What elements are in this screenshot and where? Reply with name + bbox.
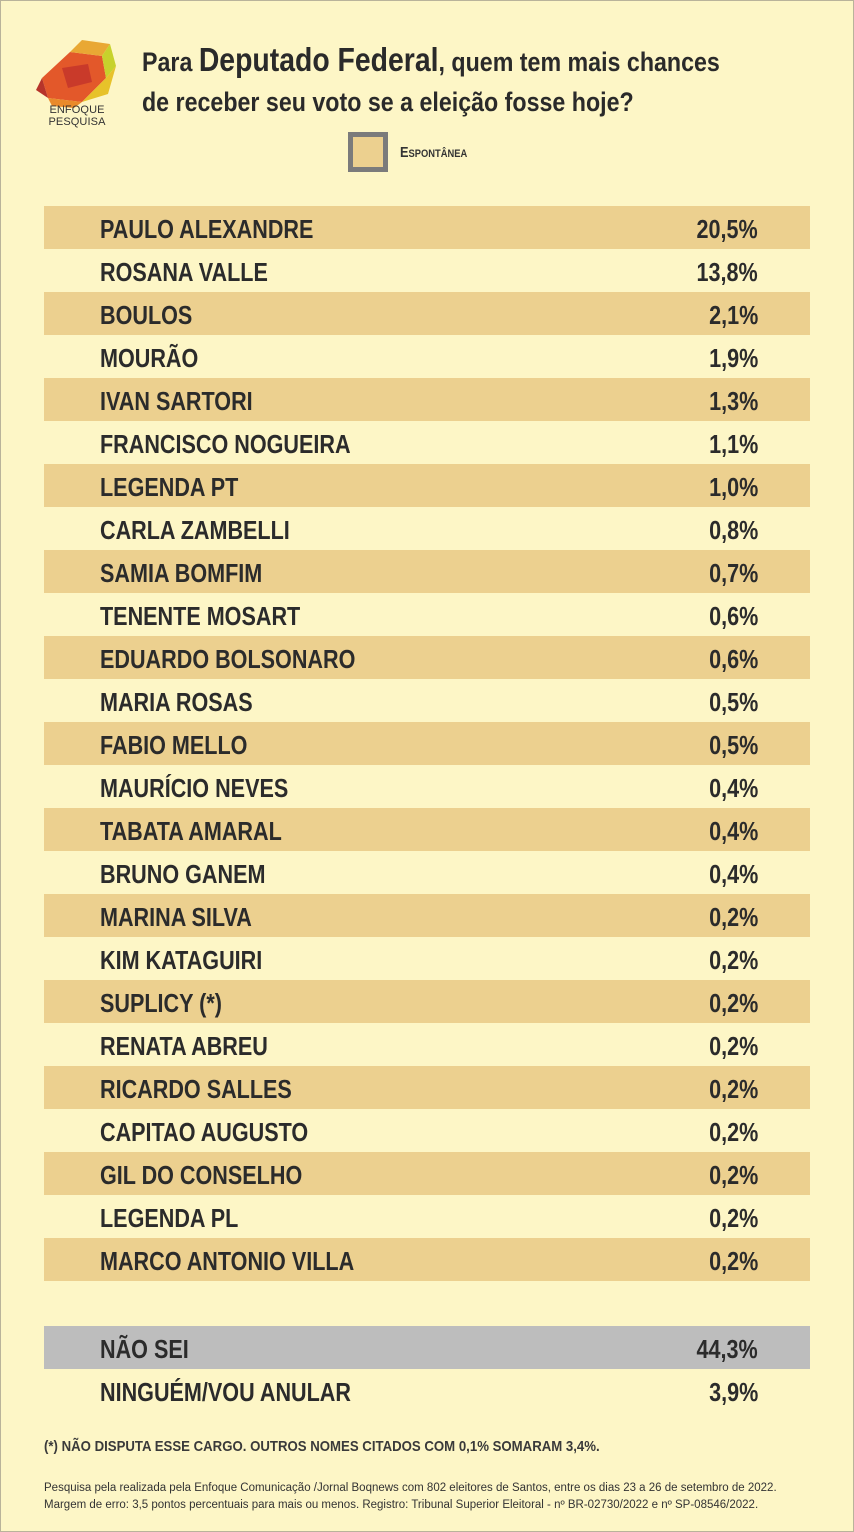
candidate-name: RICARDO SALLES xyxy=(100,1074,292,1104)
candidate-percentage: 0,2% xyxy=(708,1160,758,1190)
candidate-percentage: 1,3% xyxy=(708,386,758,416)
table-row xyxy=(44,808,810,851)
title-line2: de receber seu voto se a eleição fosse hoje? xyxy=(142,87,634,117)
table-row xyxy=(44,593,810,636)
candidate-name: BRUNO GANEM xyxy=(100,859,266,889)
candidate-name: SAMIA BOMFIM xyxy=(100,558,263,588)
candidate-percentage: 0,2% xyxy=(708,945,758,975)
candidate-percentage: 0,2% xyxy=(708,1203,758,1233)
candidate-percentage: 0,6% xyxy=(708,644,758,674)
candidate-name: MARINA SILVA xyxy=(100,902,252,932)
table-row xyxy=(44,679,810,722)
table-row xyxy=(44,1238,810,1281)
candidate-name: FABIO MELLO xyxy=(100,730,248,760)
title-part1: Para xyxy=(142,47,199,77)
candidate-percentage: 0,2% xyxy=(708,902,758,932)
candidate-percentage: 20,5% xyxy=(696,214,758,244)
table-row xyxy=(44,1023,810,1066)
table-row xyxy=(44,292,810,335)
candidate-percentage: 3,9% xyxy=(708,1377,758,1407)
chart-title xyxy=(142,40,744,122)
candidate-percentage: 0,2% xyxy=(708,1246,758,1276)
table-row xyxy=(44,1195,810,1238)
candidate-name: PAULO ALEXANDRE xyxy=(100,214,314,244)
candidate-percentage: 0,8% xyxy=(708,515,758,545)
candidate-name: TENENTE MOSART xyxy=(100,601,301,631)
candidate-percentage: 0,2% xyxy=(708,1074,758,1104)
legend xyxy=(348,131,479,173)
candidate-percentage: 0,2% xyxy=(708,1031,758,1061)
table-row xyxy=(44,722,810,765)
table-row xyxy=(44,550,810,593)
candidate-name: IVAN SARTORI xyxy=(100,386,253,416)
table-row xyxy=(44,206,810,249)
candidate-name: GIL DO CONSELHO xyxy=(100,1160,303,1190)
table-row xyxy=(44,894,810,937)
table-row xyxy=(44,765,810,808)
candidate-percentage: 1,1% xyxy=(708,429,758,459)
undecided-table xyxy=(44,1326,810,1412)
title-emphasis: Deputado Federal xyxy=(198,41,439,78)
candidate-name: EDUARDO BOLSONARO xyxy=(100,644,356,674)
table-row xyxy=(44,1066,810,1109)
table-row xyxy=(44,507,810,550)
candidate-percentage: 1,0% xyxy=(708,472,758,502)
candidate-percentage: 0,6% xyxy=(708,601,758,631)
table-row xyxy=(44,335,810,378)
legend-label: Espontânea xyxy=(400,143,468,161)
candidate-percentage: 0,5% xyxy=(708,730,758,760)
candidate-percentage: 0,2% xyxy=(708,988,758,1018)
candidate-name: MARCO ANTONIO VILLA xyxy=(100,1246,355,1276)
candidate-name: KIM KATAGUIRI xyxy=(100,945,263,975)
candidate-percentage: 0,4% xyxy=(708,859,758,889)
candidate-name: CAPITAO AUGUSTO xyxy=(100,1117,309,1147)
table-row xyxy=(44,249,810,292)
table-row xyxy=(44,378,810,421)
candidate-percentage: 0,4% xyxy=(708,816,758,846)
candidate-percentage: 13,8% xyxy=(696,257,758,287)
candidate-name: MOURÃO xyxy=(100,343,199,373)
candidate-percentage: 0,2% xyxy=(708,1117,758,1147)
candidate-percentage: 2,1% xyxy=(708,300,758,330)
candidate-name: LEGENDA PL xyxy=(100,1203,239,1233)
candidate-name: BOULOS xyxy=(100,300,193,330)
candidate-name: MARIA ROSAS xyxy=(100,687,253,717)
candidate-percentage: 1,9% xyxy=(708,343,758,373)
brand-name: ENFOQUE PESQUISA xyxy=(48,104,106,128)
title-part2: , quem tem mais chances xyxy=(438,47,720,77)
table-row xyxy=(44,1152,810,1195)
candidate-name: ROSANA VALLE xyxy=(100,257,268,287)
candidate-percentage: 0,5% xyxy=(708,687,758,717)
footnote: (*) NÃO DISPUTA ESSE CARGO. OUTROS NOMES CITADOS COM 0,1% SOMARAM 3,4%. xyxy=(44,1438,600,1455)
candidate-name: NINGUÉM/VOU ANULAR xyxy=(100,1377,351,1407)
legend-swatch xyxy=(348,132,388,172)
table-row xyxy=(44,636,810,679)
candidate-name: NÃO SEI xyxy=(100,1334,189,1364)
candidate-percentage: 0,7% xyxy=(708,558,758,588)
candidate-name: MAURÍCIO NEVES xyxy=(100,773,289,803)
table-row xyxy=(44,1109,810,1152)
table-row xyxy=(44,851,810,894)
table-row xyxy=(44,937,810,980)
candidate-name: TABATA AMARAL xyxy=(100,816,282,846)
candidate-percentage: 0,4% xyxy=(708,773,758,803)
candidate-name: RENATA ABREU xyxy=(100,1031,268,1061)
candidate-name: LEGENDA PT xyxy=(100,472,239,502)
source-note: Pesquisa pela realizada pela Enfoque Comunicação /Jornal Boqnews com 802 eleitores de Santos, entre os dias 23 a 26 de setembro de 2022. Margem de erro: 3,5 pontos percentuais para mais ou menos. Registro: Tribunal Superior Eleitoral - nº BR-02730/2022 e nº SP-08546/2022. xyxy=(44,1482,777,1511)
candidate-name: FRANCISCO NOGUEIRA xyxy=(100,429,351,459)
table-row xyxy=(44,980,810,1023)
candidate-percentage: 44,3% xyxy=(696,1334,758,1364)
table-row xyxy=(44,1369,810,1412)
candidate-name: SUPLICY (*) xyxy=(100,988,222,1018)
results-table xyxy=(44,206,810,1281)
table-row xyxy=(44,464,810,507)
table-row xyxy=(44,1326,810,1369)
candidate-name: CARLA ZAMBELLI xyxy=(100,515,290,545)
table-row xyxy=(44,421,810,464)
